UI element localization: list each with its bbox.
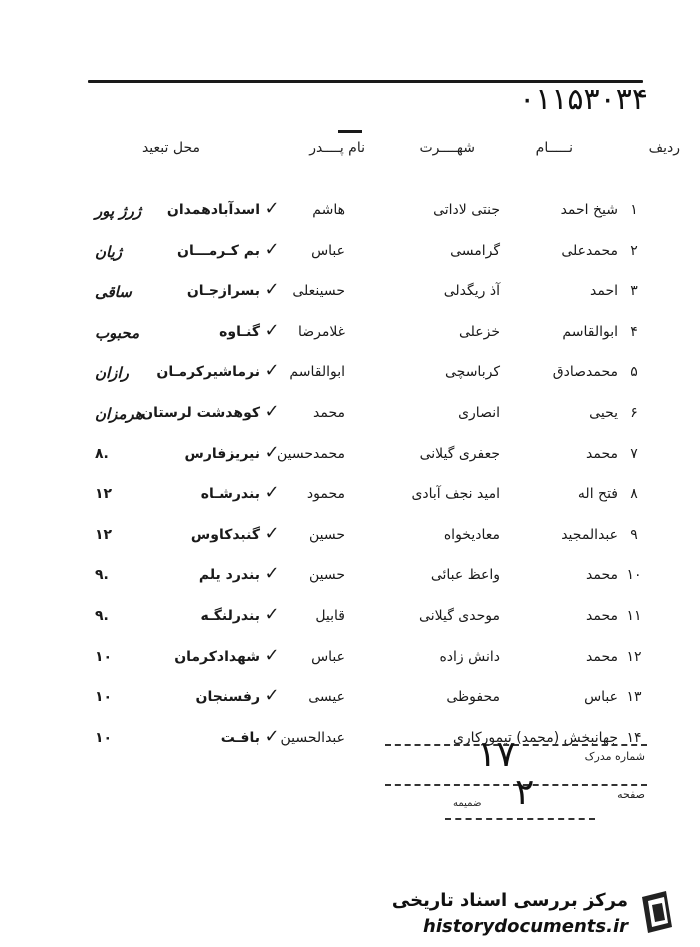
row-exile-place: نرماشیرکرمـان [156, 364, 260, 380]
footer-title: مرکز بررسی اسناد تاریخی [391, 890, 628, 911]
row-father-name: عباس [311, 243, 345, 259]
check-mark-icon: ✓ [264, 239, 280, 260]
row-name: ابوالقاسم [562, 324, 618, 340]
row-name: احمد [590, 283, 618, 299]
stamp-value-page: ۲ [515, 772, 535, 813]
row-handwritten-note: ژرژ پور [95, 202, 142, 220]
row-surname: آذ ریگدلی [443, 283, 500, 299]
row-number: ۹ [630, 527, 638, 543]
row-father-name: محمد [313, 405, 345, 421]
header-radif: ردیف [648, 140, 680, 156]
check-mark-icon: ✓ [264, 198, 280, 219]
row-surname: دانش زاده [439, 649, 500, 665]
row-handwritten-note: ۱۰ [95, 649, 113, 665]
header-name: نـــــام [535, 140, 573, 156]
row-number: ۱۲ [626, 649, 642, 665]
row-handwritten-note: ۸. [95, 446, 109, 462]
check-mark-icon: ✓ [264, 523, 280, 544]
table-row [0, 604, 700, 636]
row-number: ۱۱ [626, 608, 642, 624]
check-mark-icon: ✓ [264, 726, 280, 747]
row-number: ۲ [630, 243, 638, 259]
row-father-name: حسین [308, 567, 345, 583]
row-exile-place: گنبدکاوس [190, 527, 260, 543]
row-exile-place: بسرازجـان [186, 283, 260, 299]
row-name: فتح اله [577, 486, 618, 502]
row-number: ۴ [630, 324, 638, 340]
row-handwritten-note: ۹. [95, 567, 109, 583]
row-father-name: ابوالقاسم [289, 364, 345, 380]
check-mark-icon: ✓ [264, 685, 280, 706]
row-number: ۱ [630, 202, 638, 218]
row-name: محمد [586, 608, 618, 624]
row-number: ۸ [630, 486, 638, 502]
row-father-name: عبدالحسین [280, 730, 345, 746]
row-handwritten-note: ۱۰ [95, 730, 113, 746]
check-mark-icon: ✓ [264, 360, 280, 381]
row-surname: گرامسی [450, 243, 500, 259]
row-surname: موحدی گیلانی [419, 608, 500, 624]
row-exile-place: بم کـرمـــان [177, 243, 260, 259]
table-row [0, 320, 700, 352]
row-father-name: غلامرضا [297, 324, 345, 340]
stamp-label-number: شماره مدرک [584, 750, 645, 763]
row-name: عبدالمجید [561, 527, 618, 543]
row-exile-place: نیریزفارس [184, 446, 260, 462]
table-row [0, 482, 700, 514]
table-row [0, 442, 700, 474]
table-row [0, 239, 700, 271]
row-number: ۱۰ [626, 567, 642, 583]
row-exile-place: رفسنجان [195, 689, 260, 705]
archive-logo-icon [636, 887, 678, 935]
header-pedar-underline [338, 130, 362, 133]
row-number: ۱۴ [626, 730, 642, 746]
check-mark-icon: ✓ [264, 279, 280, 300]
row-name: محمدصادق [552, 364, 618, 380]
row-handwritten-note: محبوب [95, 324, 140, 342]
header-shohrat: شهــــرت [419, 140, 475, 156]
check-mark-icon: ✓ [264, 563, 280, 584]
row-handwritten-note: ژیان [95, 243, 123, 261]
row-father-name: محمدحسین [276, 446, 345, 462]
check-mark-icon: ✓ [264, 320, 280, 341]
row-father-name: عباس [311, 649, 345, 665]
row-number: ۷ [630, 446, 638, 462]
row-name: عباس [584, 689, 618, 705]
row-surname: کرباسچی [445, 364, 500, 380]
row-exile-place: بندرد یلم [198, 567, 260, 583]
check-mark-icon: ✓ [264, 645, 280, 666]
table-row [0, 198, 700, 230]
row-number: ۵ [630, 364, 638, 380]
row-father-name: حسین [308, 527, 345, 543]
row-handwritten-note: ساقی [95, 283, 132, 301]
row-surname: جنتی لاداتی [433, 202, 500, 218]
row-name: جهانبخش (محمد) تیمورکاری [452, 730, 618, 746]
check-mark-icon: ✓ [264, 442, 280, 463]
row-surname: امید نجف آبادی [411, 486, 500, 502]
stamp-label-attachment: ضمیمه [453, 798, 482, 809]
row-name: محمد [586, 567, 618, 583]
row-name: یحیی [589, 405, 618, 421]
row-surname: جعفری گیلانی [419, 446, 500, 462]
row-father-name: حسینعلی [292, 283, 345, 299]
table-row [0, 401, 700, 433]
row-exile-place: بندرلنگـه [200, 608, 260, 624]
row-name: محمد [586, 649, 618, 665]
row-surname: واعظ عبائی [430, 567, 500, 583]
document-number: ۰۱۱۵۳۰۳۴ [519, 82, 648, 117]
stamp-value-number: ۱۷ [477, 734, 516, 775]
row-father-name: هاشم [312, 202, 345, 218]
row-handwritten-note: ۱۰ [95, 689, 113, 705]
table-row [0, 645, 700, 677]
stamp-label-page: صفحه [617, 788, 645, 801]
header-tabid: محل تبعید [141, 140, 200, 156]
row-handwritten-note: ۱۲ [95, 486, 113, 502]
row-handwritten-note: هرمزان [95, 405, 143, 423]
header-pedar: نام پــــدر [309, 140, 365, 156]
table-row [0, 360, 700, 392]
row-handwritten-note: ۹. [95, 608, 109, 624]
row-father-name: قابیل [315, 608, 345, 624]
table-row [0, 563, 700, 595]
row-exile-place: بافـت [220, 730, 260, 746]
check-mark-icon: ✓ [264, 604, 280, 625]
check-mark-icon: ✓ [264, 482, 280, 503]
row-number: ۳ [630, 283, 638, 299]
row-exile-place: بندرشـاه [200, 486, 260, 502]
row-name: محمدعلی [561, 243, 618, 259]
row-number: ۱۳ [626, 689, 642, 705]
archive-stamp [385, 734, 653, 820]
row-handwritten-note: ۱۲ [95, 527, 113, 543]
row-name: محمد [586, 446, 618, 462]
row-father-name: محمود [306, 486, 345, 502]
row-surname: خزعلی [458, 324, 500, 340]
footer-url[interactable]: historydocuments.ir [423, 916, 628, 937]
row-exile-place: گنـاوه [219, 324, 260, 340]
table-row [0, 279, 700, 311]
row-surname: معادیخواه [443, 527, 500, 543]
row-handwritten-note: رازان [95, 364, 129, 382]
row-name: شیخ احمد [560, 202, 618, 218]
row-exile-place: اسدآبادهمدان [166, 202, 260, 218]
table-row [0, 685, 700, 717]
row-father-name: عیسی [308, 689, 345, 705]
row-number: ۶ [630, 405, 638, 421]
row-surname: انصاری [458, 405, 500, 421]
row-surname: محفوظی [446, 689, 500, 705]
check-mark-icon: ✓ [264, 401, 280, 422]
table-row [0, 523, 700, 555]
row-exile-place: شهدادکرمان [174, 649, 260, 665]
row-exile-place: کوهدشت لرستان [141, 405, 260, 421]
